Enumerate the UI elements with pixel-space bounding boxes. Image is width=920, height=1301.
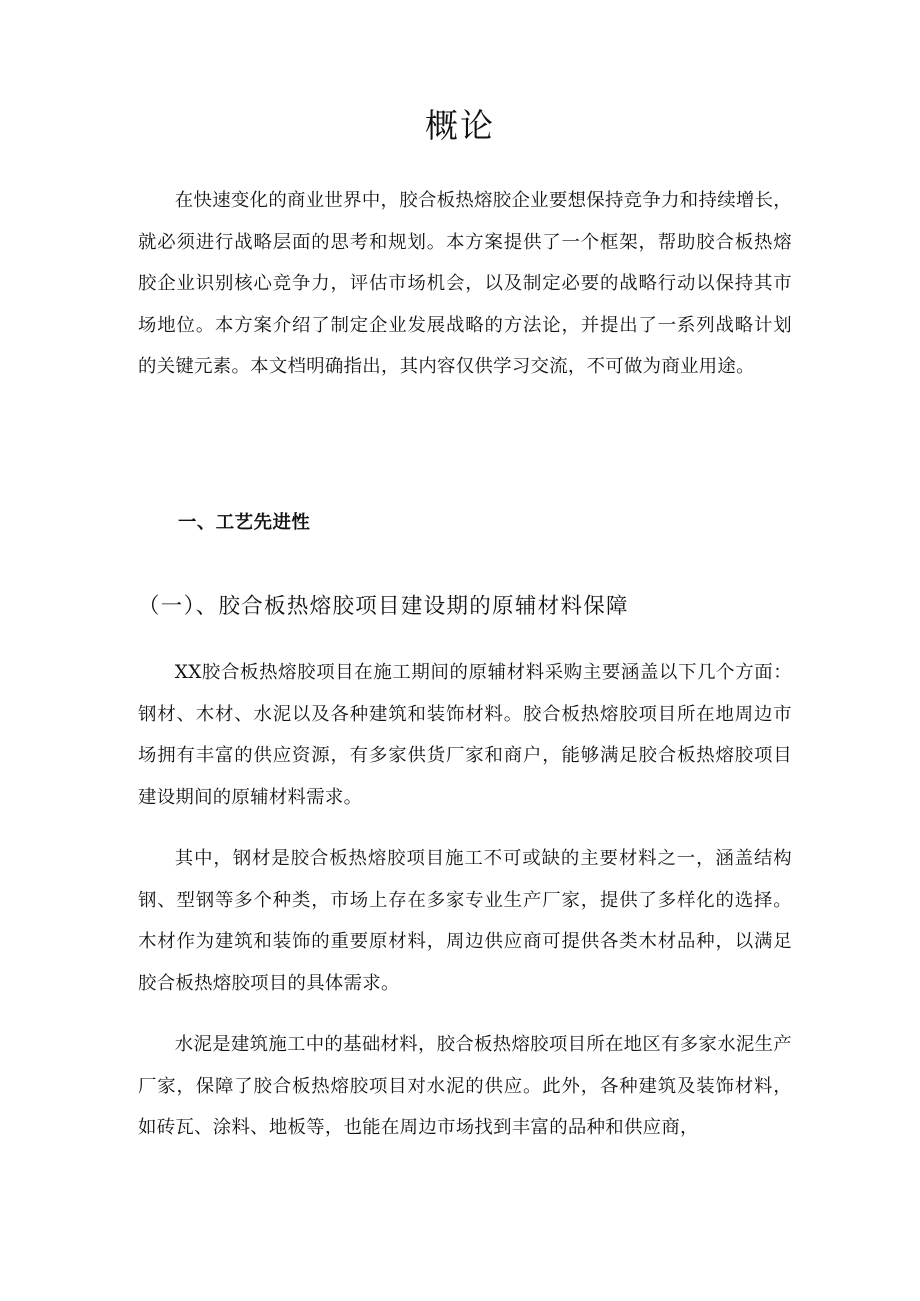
body-paragraph: XX胶合板热熔胶项目在施工期间的原辅材料采购主要涵盖以下几个方面：钢材、木材、水泥以及各种建筑和装饰材料。胶合板热熔胶项目所在地周边市场拥有丰富的供应资源，有多家供货厂家和商户，能够满足胶合板热熔胶项目建设期间的原辅材料需求。 — [138, 662, 792, 808]
body-paragraph: 水泥是建筑施工中的基础材料，胶合板热熔胶项目所在地区有多家水泥生产厂家，保障了胶合板热熔胶项目对水泥的供应。此外，各种建筑及装饰材料，如砖瓦、涂料、地板等，也能在周边市场找到丰富的品种和供应商， — [138, 1034, 792, 1138]
subsection-heading: （一）、胶合板热熔胶项目建设期的原辅材料保障 — [138, 594, 629, 619]
document-title: 概论 — [425, 106, 495, 145]
section-heading: 一、工艺先进性 — [178, 512, 311, 533]
body-paragraph: 其中，钢材是胶合板热熔胶项目施工不可或缺的主要材料之一，涵盖结构钢、型钢等多个种类，市场上存在多家专业生产厂家，提供了多样化的选择。木材作为建筑和装饰的重要原材料，周边供应商可提供各类木材品种，以满足胶合板热熔胶项目的具体需求。 — [138, 848, 792, 994]
intro-paragraph: 在快速变化的商业世界中，胶合板热熔胶企业要想保持竞争力和持续增长，就必须进行战略层面的思考和规划。本方案提供了一个框架，帮助胶合板热熔胶企业识别核心竞争力，评估市场机会，以及制定必要的战略行动以保持其市场地位。本方案介绍了制定企业发展战略的方法论，并提出了一系列战略计划的关键元素。本文档明确指出，其内容仅供学习交流，不可做为商业用途。 — [138, 190, 792, 377]
